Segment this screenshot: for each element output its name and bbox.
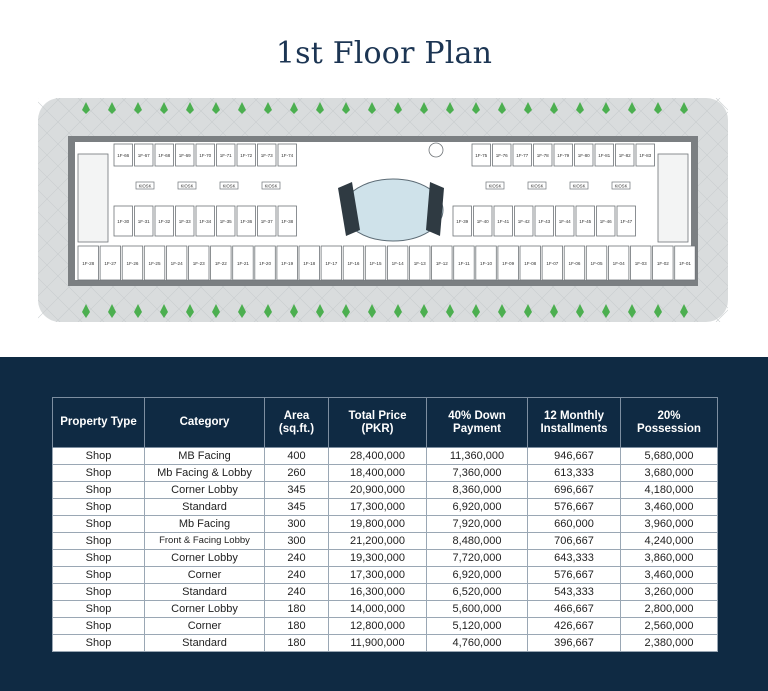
table-row (53, 635, 718, 652)
unit-label: 1F-27 (104, 261, 117, 266)
cell-down-payment: 11,360,000 (427, 448, 528, 465)
spiral-stair (429, 143, 443, 157)
table-row (53, 448, 718, 465)
cell-property-type: Shop (53, 482, 145, 499)
unit-label: 1F-43 (538, 219, 551, 224)
cell-category: Standard (145, 499, 265, 516)
cell-total-price: 19,300,000 (329, 550, 427, 567)
cell-down-payment: 8,360,000 (427, 482, 528, 499)
right-service-block (658, 154, 688, 242)
unit-label: 1F-70 (199, 153, 212, 158)
table-row (53, 567, 718, 584)
unit-label: 1F-32 (158, 219, 171, 224)
left-service-block (78, 154, 108, 242)
unit-label: 1F-77 (516, 153, 529, 158)
cell-down-payment: 5,120,000 (427, 618, 528, 635)
unit-label: 1F-42 (517, 219, 530, 224)
cell-total-price: 11,900,000 (329, 635, 427, 652)
cell-area: 260 (265, 465, 329, 482)
unit-label: 1F-34 (199, 219, 212, 224)
unit-label: 1F-26 (126, 261, 139, 266)
cell-possession: 3,680,000 (621, 465, 718, 482)
kiosk-label: KIOSK (264, 183, 278, 189)
cell-down-payment: 8,480,000 (427, 533, 528, 550)
header-total-price: Total Price (PKR) (329, 398, 427, 448)
cell-down-payment: 6,520,000 (427, 584, 528, 601)
header-area: Area (sq.ft.) (265, 398, 329, 448)
unit-label: 1F-40 (476, 219, 489, 224)
unit-label: 1F-39 (456, 219, 469, 224)
unit-label: 1F-31 (137, 219, 150, 224)
unit-label: 1F-07 (546, 261, 559, 266)
cell-monthly-installments: 396,667 (528, 635, 621, 652)
cell-monthly-installments: 696,667 (528, 482, 621, 499)
table-header-row (53, 398, 718, 448)
unit-label: 1F-18 (303, 261, 316, 266)
unit-label: 1F-04 (612, 261, 625, 266)
cell-down-payment: 6,920,000 (427, 499, 528, 516)
unit-label: 1F-03 (634, 261, 647, 266)
cell-possession: 2,380,000 (621, 635, 718, 652)
cell-monthly-installments: 660,000 (528, 516, 621, 533)
table-body (53, 448, 718, 652)
cell-monthly-installments: 466,667 (528, 601, 621, 618)
cell-possession: 2,800,000 (621, 601, 718, 618)
cell-category: Corner Lobby (145, 482, 265, 499)
cell-category: Corner Lobby (145, 601, 265, 618)
unit-label: 1F-74 (281, 153, 294, 158)
cell-total-price: 28,400,000 (329, 448, 427, 465)
cell-property-type: Shop (53, 533, 145, 550)
cell-monthly-installments: 576,667 (528, 567, 621, 584)
unit-label: 1F-44 (558, 219, 571, 224)
kiosk-label: KIOSK (222, 183, 236, 189)
cell-possession: 3,860,000 (621, 550, 718, 567)
cell-possession: 2,560,000 (621, 618, 718, 635)
unit-label: 1F-36 (240, 219, 253, 224)
cell-category: Mb Facing (145, 516, 265, 533)
cell-property-type: Shop (53, 601, 145, 618)
cell-total-price: 21,200,000 (329, 533, 427, 550)
kiosk-label: KIOSK (180, 183, 194, 189)
cell-area: 180 (265, 618, 329, 635)
cell-down-payment: 7,720,000 (427, 550, 528, 567)
unit-label: 1F-75 (475, 153, 488, 158)
cell-area: 345 (265, 499, 329, 516)
cell-total-price: 17,300,000 (329, 499, 427, 516)
unit-label: 1F-41 (497, 219, 510, 224)
cell-category: Standard (145, 635, 265, 652)
unit-label: 1F-73 (260, 153, 273, 158)
page-title: 1st Floor Plan (275, 36, 493, 71)
cell-category: Front & Facing Lobby (145, 533, 265, 550)
unit-label: 1F-05 (590, 261, 603, 266)
unit-label: 1F-82 (618, 153, 631, 158)
cell-area: 240 (265, 567, 329, 584)
cell-monthly-installments: 946,667 (528, 448, 621, 465)
unit-label: 1F-11 (458, 261, 470, 266)
cell-down-payment: 7,920,000 (427, 516, 528, 533)
header-monthly-installments: 12 Monthly Installments (528, 398, 621, 448)
unit-label: 1F-25 (148, 261, 161, 266)
unit-label: 1F-06 (568, 261, 581, 266)
cell-property-type: Shop (53, 448, 145, 465)
unit-label: 1F-47 (620, 219, 633, 224)
unit-label: 1F-02 (656, 261, 669, 266)
unit-label: 1F-14 (391, 261, 404, 266)
cell-monthly-installments: 643,333 (528, 550, 621, 567)
unit-label: 1F-22 (214, 261, 227, 266)
unit-label: 1F-15 (369, 261, 382, 266)
cell-area: 180 (265, 635, 329, 652)
cell-property-type: Shop (53, 635, 145, 652)
unit-label: 1F-46 (599, 219, 612, 224)
table-row (53, 516, 718, 533)
pricing-table (52, 397, 718, 652)
kiosk-label: KIOSK (530, 183, 544, 189)
cell-property-type: Shop (53, 567, 145, 584)
unit-label: 1F-83 (639, 153, 652, 158)
cell-possession: 5,680,000 (621, 448, 718, 465)
cell-property-type: Shop (53, 516, 145, 533)
floor-plan-drawing (38, 98, 728, 322)
cell-monthly-installments: 426,667 (528, 618, 621, 635)
table-row (53, 465, 718, 482)
unit-label: 1F-81 (598, 153, 611, 158)
kiosk-label: KIOSK (572, 183, 586, 189)
unit-label: 1F-24 (170, 261, 183, 266)
unit-label: 1F-37 (260, 219, 273, 224)
cell-total-price: 12,800,000 (329, 618, 427, 635)
cell-area: 180 (265, 601, 329, 618)
cell-monthly-installments: 576,667 (528, 499, 621, 516)
unit-label: 1F-69 (178, 153, 191, 158)
cell-down-payment: 6,920,000 (427, 567, 528, 584)
table-row (53, 584, 718, 601)
unit-label: 1F-72 (240, 153, 253, 158)
cell-property-type: Shop (53, 550, 145, 567)
unit-label: 1F-78 (536, 153, 549, 158)
cell-down-payment: 7,360,000 (427, 465, 528, 482)
unit-label: 1F-71 (219, 153, 232, 158)
table-row (53, 533, 718, 550)
cell-area: 240 (265, 550, 329, 567)
unit-label: 1F-66 (117, 153, 130, 158)
cell-property-type: Shop (53, 584, 145, 601)
cell-category: Mb Facing & Lobby (145, 465, 265, 482)
unit-label: 1F-20 (259, 261, 272, 266)
kiosk-label: KIOSK (488, 183, 502, 189)
cell-category: Corner Lobby (145, 550, 265, 567)
header-down-payment: 40% Down Payment (427, 398, 528, 448)
unit-label: 1F-23 (192, 261, 205, 266)
cell-category: MB Facing (145, 448, 265, 465)
header-possession: 20% Possession (621, 398, 718, 448)
unit-label: 1F-45 (579, 219, 592, 224)
cell-area: 300 (265, 516, 329, 533)
cell-down-payment: 5,600,000 (427, 601, 528, 618)
unit-label: 1F-38 (281, 219, 294, 224)
table-row (53, 550, 718, 567)
table-row (53, 482, 718, 499)
cell-monthly-installments: 543,333 (528, 584, 621, 601)
kiosk-label: KIOSK (138, 183, 152, 189)
cell-monthly-installments: 706,667 (528, 533, 621, 550)
unit-label: 1F-12 (435, 261, 448, 266)
unit-label: 1F-17 (325, 261, 338, 266)
unit-label: 1F-13 (413, 261, 426, 266)
kiosk-label: KIOSK (614, 183, 628, 189)
table-row (53, 499, 718, 516)
unit-label: 1F-80 (577, 153, 590, 158)
cell-total-price: 16,300,000 (329, 584, 427, 601)
unit-label: 1F-28 (82, 261, 95, 266)
header-property-type: Property Type (53, 398, 145, 448)
cell-possession: 3,960,000 (621, 516, 718, 533)
cell-possession: 3,460,000 (621, 499, 718, 516)
cell-category: Corner (145, 618, 265, 635)
table-row (53, 601, 718, 618)
cell-total-price: 18,400,000 (329, 465, 427, 482)
cell-possession: 3,460,000 (621, 567, 718, 584)
header-category: Category (145, 398, 265, 448)
cell-down-payment: 4,760,000 (427, 635, 528, 652)
cell-area: 345 (265, 482, 329, 499)
cell-property-type: Shop (53, 618, 145, 635)
cell-area: 400 (265, 448, 329, 465)
unit-label: 1F-21 (236, 261, 249, 266)
cell-total-price: 20,900,000 (329, 482, 427, 499)
cell-possession: 4,240,000 (621, 533, 718, 550)
cell-area: 240 (265, 584, 329, 601)
unit-label: 1F-10 (480, 261, 493, 266)
cell-possession: 4,180,000 (621, 482, 718, 499)
unit-label: 1F-01 (678, 261, 691, 266)
unit-label: 1F-76 (495, 153, 508, 158)
unit-label: 1F-16 (347, 261, 360, 266)
cell-monthly-installments: 613,333 (528, 465, 621, 482)
unit-label: 1F-30 (117, 219, 130, 224)
cell-category: Standard (145, 584, 265, 601)
unit-label: 1F-09 (502, 261, 515, 266)
cell-category: Corner (145, 567, 265, 584)
cell-property-type: Shop (53, 465, 145, 482)
cell-area: 300 (265, 533, 329, 550)
cell-property-type: Shop (53, 499, 145, 516)
table-row (53, 618, 718, 635)
unit-label: 1F-19 (281, 261, 294, 266)
cell-total-price: 17,300,000 (329, 567, 427, 584)
cell-total-price: 19,800,000 (329, 516, 427, 533)
cell-possession: 3,260,000 (621, 584, 718, 601)
unit-label: 1F-68 (158, 153, 171, 158)
unit-label: 1F-79 (557, 153, 570, 158)
unit-label: 1F-33 (178, 219, 191, 224)
unit-label: 1F-67 (137, 153, 150, 158)
unit-label: 1F-35 (219, 219, 232, 224)
unit-label: 1F-08 (524, 261, 537, 266)
cell-total-price: 14,000,000 (329, 601, 427, 618)
